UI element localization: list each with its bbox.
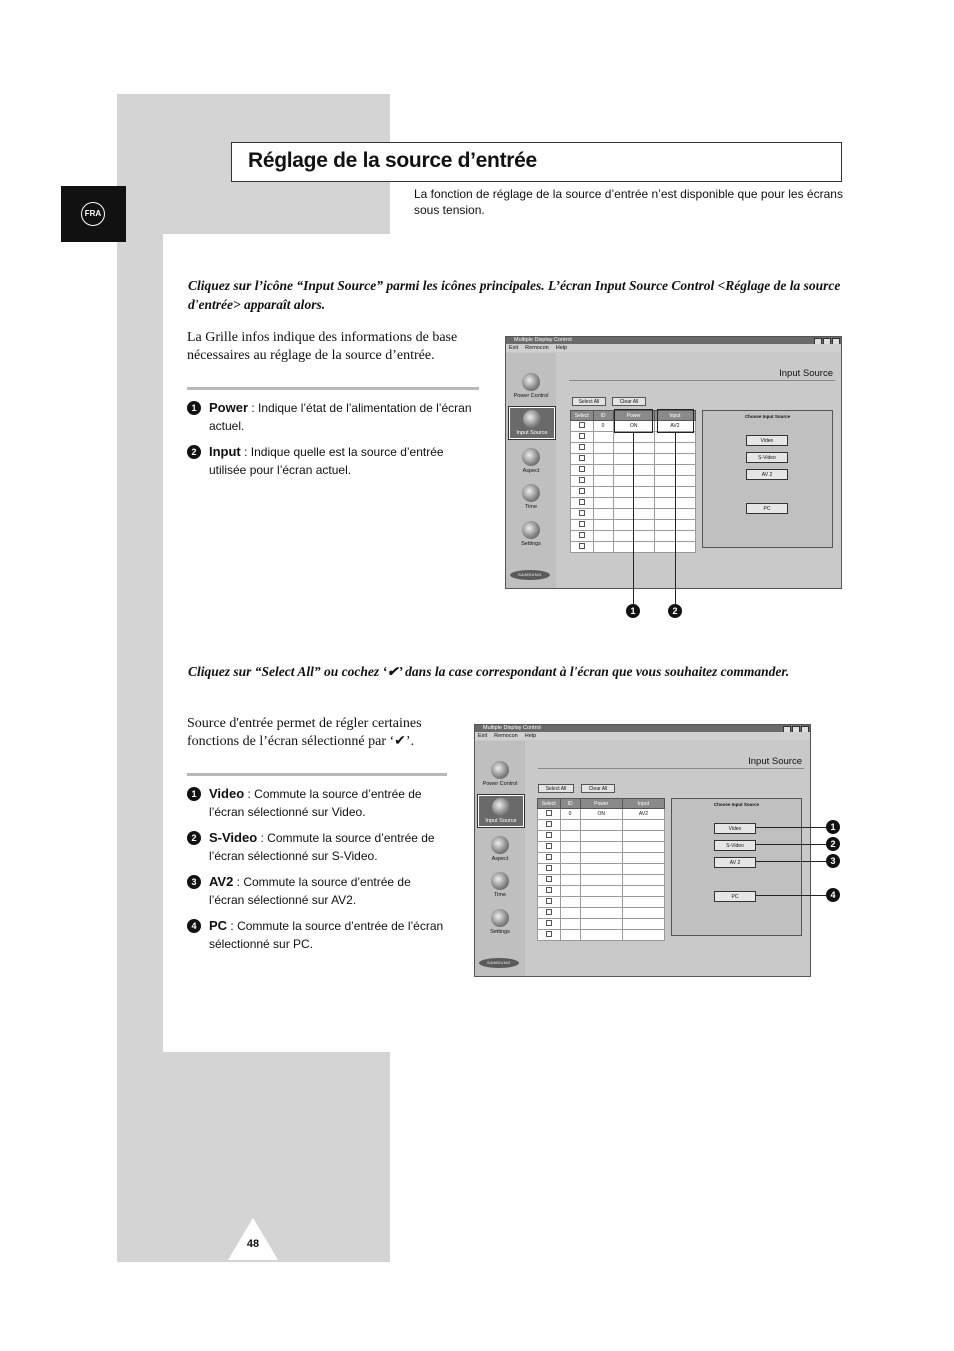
cell-id: 0 bbox=[593, 421, 613, 432]
list-item bbox=[187, 917, 449, 953]
item-text: : Commute la source d’entrée de l’écran sélectionné sur S-Video. bbox=[209, 831, 435, 863]
row-checkbox[interactable] bbox=[546, 843, 552, 849]
item-term: PC bbox=[209, 918, 228, 933]
select-all-button[interactable]: Select All bbox=[572, 397, 606, 406]
table-row bbox=[538, 853, 665, 864]
cell-id: 0 bbox=[560, 809, 580, 820]
callout-line-3 bbox=[756, 861, 826, 862]
table-row bbox=[538, 864, 665, 875]
source-svideo-button[interactable]: S-Video bbox=[714, 840, 756, 851]
time-icon bbox=[491, 872, 509, 890]
table-row bbox=[538, 930, 665, 941]
samsung-logo: SAMSUNG bbox=[479, 958, 519, 968]
nav-time[interactable] bbox=[478, 872, 522, 898]
row-checkbox[interactable] bbox=[546, 810, 552, 816]
menu-help[interactable]: Help bbox=[524, 733, 537, 739]
row-checkbox[interactable] bbox=[579, 543, 585, 549]
nav-input-source[interactable] bbox=[509, 407, 555, 439]
nav-label: Settings bbox=[521, 541, 541, 547]
menu-remocon[interactable]: Remocon bbox=[525, 345, 549, 351]
grid-header bbox=[538, 799, 665, 809]
number-badge: 4 bbox=[187, 919, 201, 933]
callout-2: 2 bbox=[826, 837, 840, 851]
power-control-icon bbox=[491, 761, 509, 779]
step1-list bbox=[187, 399, 477, 487]
item-term: Input bbox=[209, 444, 241, 459]
menu-remocon[interactable]: Remocon bbox=[494, 733, 518, 739]
table-row bbox=[538, 875, 665, 886]
nav-settings[interactable] bbox=[478, 909, 522, 935]
list-item bbox=[187, 873, 449, 909]
nav-input-source[interactable] bbox=[478, 795, 524, 827]
item-term: Power bbox=[209, 400, 249, 415]
nav-label: Power Control bbox=[513, 393, 549, 399]
row-checkbox[interactable] bbox=[546, 898, 552, 904]
step2-paragraph: Source d'entrée permet de régler certaines fonctions de l’écran sélectionné par ‘✔’. bbox=[187, 716, 422, 749]
col-input: Input bbox=[654, 411, 695, 421]
row-checkbox[interactable] bbox=[546, 865, 552, 871]
source-av2-button[interactable]: AV 2 bbox=[746, 469, 788, 480]
row-checkbox[interactable] bbox=[579, 521, 585, 527]
source-av2-button[interactable]: AV 2 bbox=[714, 857, 756, 868]
item-text: : Indique quelle est la source d’entrée utilisée pour l’écran actuel. bbox=[209, 445, 444, 477]
callout-line-2 bbox=[675, 433, 676, 604]
page-number: 48 bbox=[246, 1238, 260, 1250]
source-pc-button[interactable]: PC bbox=[714, 891, 756, 902]
item-text: : Commute la source d’entrée de l’écran sélectionné sur PC. bbox=[209, 919, 444, 951]
divider bbox=[187, 387, 479, 390]
callout-1: 1 bbox=[826, 820, 840, 834]
title-box bbox=[231, 142, 842, 182]
row-checkbox[interactable] bbox=[546, 931, 552, 937]
cell-power: ON bbox=[580, 809, 622, 820]
main-panel bbox=[526, 741, 810, 976]
samsung-logo: SAMSUNG bbox=[510, 570, 550, 580]
panel-title: Input Source bbox=[779, 368, 833, 379]
nav-settings[interactable] bbox=[509, 521, 553, 547]
row-checkbox[interactable] bbox=[546, 832, 552, 838]
col-select: Select bbox=[571, 411, 594, 421]
row-checkbox[interactable] bbox=[579, 477, 585, 483]
select-all-button[interactable]: Select All bbox=[538, 784, 574, 793]
callout-line-1 bbox=[633, 433, 634, 604]
callout-1: 1 bbox=[626, 604, 640, 618]
page-title: Réglage de la source d’entrée bbox=[248, 149, 537, 172]
callout-line-1 bbox=[756, 827, 826, 828]
menu-bar bbox=[475, 732, 810, 740]
row-checkbox[interactable] bbox=[579, 532, 585, 538]
row-checkbox[interactable] bbox=[546, 887, 552, 893]
nav-label: Time bbox=[493, 892, 507, 898]
menu-help[interactable]: Help bbox=[555, 345, 568, 351]
nav-label: Power Control bbox=[482, 781, 518, 787]
input-source-icon bbox=[523, 410, 541, 428]
language-badge: FRA bbox=[81, 202, 105, 226]
row-checkbox[interactable] bbox=[579, 466, 585, 472]
nav-label: Settings bbox=[490, 929, 510, 935]
nav-label: Input Source bbox=[485, 818, 517, 824]
list-item bbox=[187, 829, 449, 865]
step1-heading: Cliquez sur l’icône “Input Source” parmi les icônes principales. L’écran Input Source Control <Réglage de la source d'entrée> apparaît alors. bbox=[188, 278, 841, 312]
input-highlight bbox=[657, 409, 694, 433]
item-text: : Commute la source d’entrée de l’écran sélectionné sur AV2. bbox=[209, 875, 411, 907]
nav-label: Input Source bbox=[516, 430, 548, 436]
choose-source-panel bbox=[702, 410, 833, 548]
item-term: S-Video bbox=[209, 830, 258, 845]
cell-power: ON bbox=[613, 421, 654, 432]
power-control-icon bbox=[522, 373, 540, 391]
source-pc-button[interactable]: PC bbox=[746, 503, 788, 514]
list-item bbox=[187, 399, 477, 435]
language-tab bbox=[61, 186, 126, 242]
col-id: ID bbox=[560, 799, 580, 809]
row-checkbox[interactable] bbox=[579, 510, 585, 516]
list-item bbox=[187, 785, 449, 821]
col-power: Power bbox=[580, 799, 622, 809]
time-icon bbox=[522, 484, 540, 502]
item-term: Video bbox=[209, 786, 245, 801]
nav-power-control[interactable] bbox=[509, 373, 553, 399]
source-video-button[interactable]: Video bbox=[746, 435, 788, 446]
row-checkbox[interactable] bbox=[546, 909, 552, 915]
source-svideo-button[interactable]: S-Video bbox=[746, 452, 788, 463]
nav-time[interactable] bbox=[509, 484, 553, 510]
table-row bbox=[538, 809, 665, 820]
number-badge: 1 bbox=[187, 401, 201, 415]
number-badge: 3 bbox=[187, 875, 201, 889]
info-grid bbox=[537, 798, 665, 941]
sidebar bbox=[475, 741, 525, 976]
main-panel bbox=[557, 353, 841, 588]
settings-icon bbox=[491, 909, 509, 927]
table-row bbox=[538, 897, 665, 908]
nav-aspect[interactable] bbox=[509, 448, 553, 474]
menu-exit[interactable]: Exit bbox=[478, 733, 488, 739]
table-row bbox=[538, 886, 665, 897]
choose-source-title: Choose Input Source bbox=[713, 802, 760, 807]
row-checkbox[interactable] bbox=[546, 876, 552, 882]
number-badge: 2 bbox=[187, 445, 201, 459]
nav-aspect[interactable] bbox=[478, 836, 522, 862]
callout-line-4 bbox=[756, 895, 826, 896]
row-checkbox[interactable] bbox=[579, 488, 585, 494]
number-badge: 1 bbox=[187, 787, 201, 801]
callout-line-2 bbox=[756, 844, 826, 845]
title-underline bbox=[538, 768, 804, 769]
callout-2: 2 bbox=[668, 604, 682, 618]
row-checkbox[interactable] bbox=[546, 821, 552, 827]
col-id: ID bbox=[593, 411, 613, 421]
table-row bbox=[538, 820, 665, 831]
item-term: AV2 bbox=[209, 874, 234, 889]
menu-exit[interactable]: Exit bbox=[509, 345, 519, 351]
row-checkbox[interactable] bbox=[546, 920, 552, 926]
callout-3: 3 bbox=[826, 854, 840, 868]
number-badge: 2 bbox=[187, 831, 201, 845]
aspect-icon bbox=[491, 836, 509, 854]
power-highlight bbox=[614, 409, 653, 433]
row-checkbox[interactable] bbox=[579, 433, 585, 439]
row-checkbox[interactable] bbox=[579, 455, 585, 461]
col-power: Power bbox=[613, 411, 654, 421]
intro-text: La fonction de réglage de la source d’entrée n’est disponible que pour les écrans sous tension. bbox=[414, 187, 843, 217]
panel-title: Input Source bbox=[748, 756, 802, 767]
callout-4: 4 bbox=[826, 888, 840, 902]
clear-all-button[interactable]: Clear All bbox=[581, 784, 615, 793]
step2-list bbox=[187, 785, 449, 961]
title-underline bbox=[569, 380, 835, 381]
sidebar bbox=[506, 353, 556, 588]
nav-power-control[interactable] bbox=[478, 761, 522, 787]
col-select: Select bbox=[538, 799, 561, 809]
table-row bbox=[538, 831, 665, 842]
settings-icon bbox=[522, 521, 540, 539]
table-row bbox=[538, 842, 665, 853]
item-text: : Commute la source d’entrée de l’écran sélectionné sur Video. bbox=[209, 787, 422, 819]
divider bbox=[187, 773, 447, 776]
nav-label: Aspect bbox=[491, 856, 509, 862]
table-row bbox=[538, 919, 665, 930]
row-checkbox[interactable] bbox=[579, 499, 585, 505]
list-item bbox=[187, 443, 477, 479]
input-source-icon bbox=[492, 798, 510, 816]
nav-label: Time bbox=[524, 504, 538, 510]
app-window-1 bbox=[505, 336, 842, 589]
menu-bar bbox=[506, 344, 841, 352]
item-text: : Indique l’état de l’alimentation de l’écran actuel. bbox=[209, 401, 472, 433]
choose-source-title: Choose Input Source bbox=[744, 414, 791, 419]
cell-input: AV2 bbox=[622, 809, 664, 820]
window-title: Multiple Display Control bbox=[506, 337, 841, 344]
nav-label: Aspect bbox=[522, 468, 540, 474]
table-row bbox=[538, 908, 665, 919]
step2-heading: Cliquez sur “Select All” ou cochez ‘✔’ dans la case correspondant à l'écran que vous souhaitez commander. bbox=[188, 664, 790, 679]
gray-band-left bbox=[117, 234, 163, 1052]
source-video-button[interactable]: Video bbox=[714, 823, 756, 834]
row-checkbox[interactable] bbox=[579, 444, 585, 450]
aspect-icon bbox=[522, 448, 540, 466]
step1-paragraph: La Grille infos indique des informations de base nécessaires au réglage de la source d’entrée. bbox=[187, 330, 458, 363]
col-input: Input bbox=[622, 799, 664, 809]
window-title: Multiple Display Control bbox=[475, 725, 810, 732]
cell-input: AV2 bbox=[654, 421, 695, 432]
app-window-2 bbox=[474, 724, 811, 977]
clear-all-button[interactable]: Clear All bbox=[612, 397, 646, 406]
row-checkbox[interactable] bbox=[579, 422, 585, 428]
row-checkbox[interactable] bbox=[546, 854, 552, 860]
choose-source-panel bbox=[671, 798, 802, 936]
